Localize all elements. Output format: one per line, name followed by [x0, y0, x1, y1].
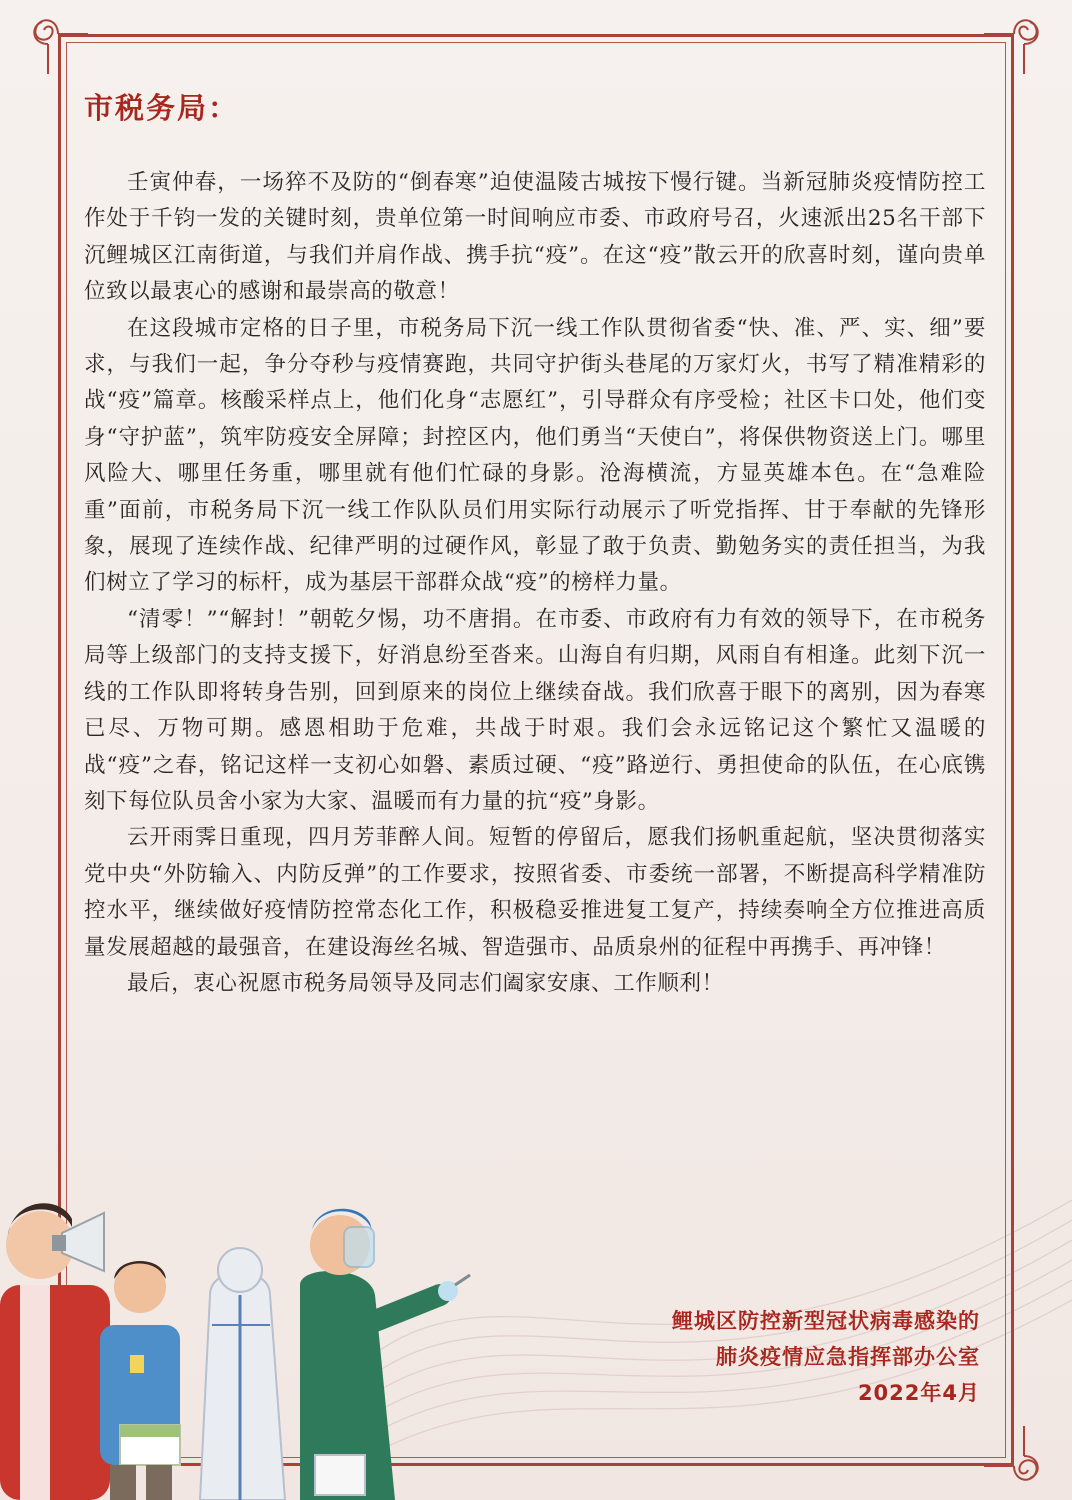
medic-green-gown-figure	[300, 1209, 470, 1500]
signature-organization-line-1: 鲤城区防控新型冠状病毒感染的	[672, 1309, 980, 1333]
letter-paragraph-3: “清零！”“解封！”朝乾夕惕，功不唐捐。在市委、市政府有力有效的领导下，在市税务局等上级部门的支持支援下，好消息纷至沓来。山海自有归期，风雨自有相逢。此刻下沉一线的工作队即将转身告别，回到原来的岗位上继续奋战。我们欣喜于眼下的离别，因为春寒已尽、万物可期。感恩相助于危难，共战于时艰。我们会永远铭记这个繁忙又温暖的战“疫”之春，铭记这样一支初心如磐、素质过硬、“疫”路逆行、勇担使命的队伍，在心底镌刻下每位队员舍小家为大家、温暖而有力量的抗“疫”身影。	[84, 606, 986, 814]
corner-ornament-bottom-right	[984, 1426, 1054, 1496]
letter-paragraph-5: 最后，衷心祝愿市税务局领导及同志们阖家安康、工作顺利！	[127, 970, 724, 996]
letter-salutation: 市税务局：	[84, 91, 240, 125]
worker-blue-shirt-figure	[100, 1261, 180, 1500]
letter-paragraph-2: 在这段城市定格的日子里，市税务局下沉一线工作队贯彻省委“快、准、严、实、细”要求，与我们一起，争分夺秒与疫情赛跑，共同守护街头巷尾的万家灯火，书写了精准精彩的战“疫”篇章。核酸采样点上，他们化身“志愿红”，引导群众有序受检；社区卡口处，他们变身“守护蓝”，筑牢防疫安全屏障；封控区内，他们勇当“天使白”，将保供物资送上门。哪里风险大、哪里任务重，哪里就有他们忙碌的身影。沧海横流，方显英雄本色。在“急难险重”面前，市税务局下沉一线工作队队员们用实际行动展示了听党指挥、甘于奉献的先锋形象，展现了连续作战、纪律严明的过硬作风，彰显了敢于负责、勤勉务实的责任担当，为我们树立了学习的标杆，成为基层干部群众战“疫”的榜样力量。	[84, 315, 986, 596]
letter-paragraph-4: 云开雨霁日重现，四月芳菲醉人间。短暂的停留后，愿我们扬帆重起航，坚决贯彻落实党中央“外防输入、内防反弹”的工作要求，按照省委、市委统一部署，不断提高科学精准防控水平，继续做好疫情防控常态化工作，积极稳妥推进复工复产，持续奏响全方位推进高质量发展超越的最强音，在建设海丝名城、智造强市、品质泉州的征程中再携手、再冲锋！	[84, 825, 986, 960]
letter-paragraph-1: 壬寅仲春，一场猝不及防的“倒春寒”迫使温陵古城按下慢行键。当新冠肺炎疫情防控工作处于千钧一发的关键时刻，贵单位第一时间响应市委、市政府号召，火速派出25名干部下沉鲤城区江南街道，与我们并肩作战、携手抗“疫”。在这“疫”散云开的欣喜时刻，谨向贵单位致以最衷心的感谢和最崇高的敬意！	[84, 170, 986, 305]
volunteer-red-vest-figure	[0, 1203, 110, 1500]
signature-date: 2022年4月	[857, 1381, 980, 1405]
letter-signature	[672, 1303, 980, 1411]
letter-body	[84, 165, 986, 1002]
signature-organization-line-2: 肺炎疫情应急指挥部办公室	[716, 1345, 980, 1369]
corner-ornament-top-right	[984, 4, 1054, 74]
corner-ornament-top-left	[18, 4, 88, 74]
frontline-workers-illustration	[0, 1175, 480, 1500]
protective-suit-figure	[200, 1248, 285, 1500]
